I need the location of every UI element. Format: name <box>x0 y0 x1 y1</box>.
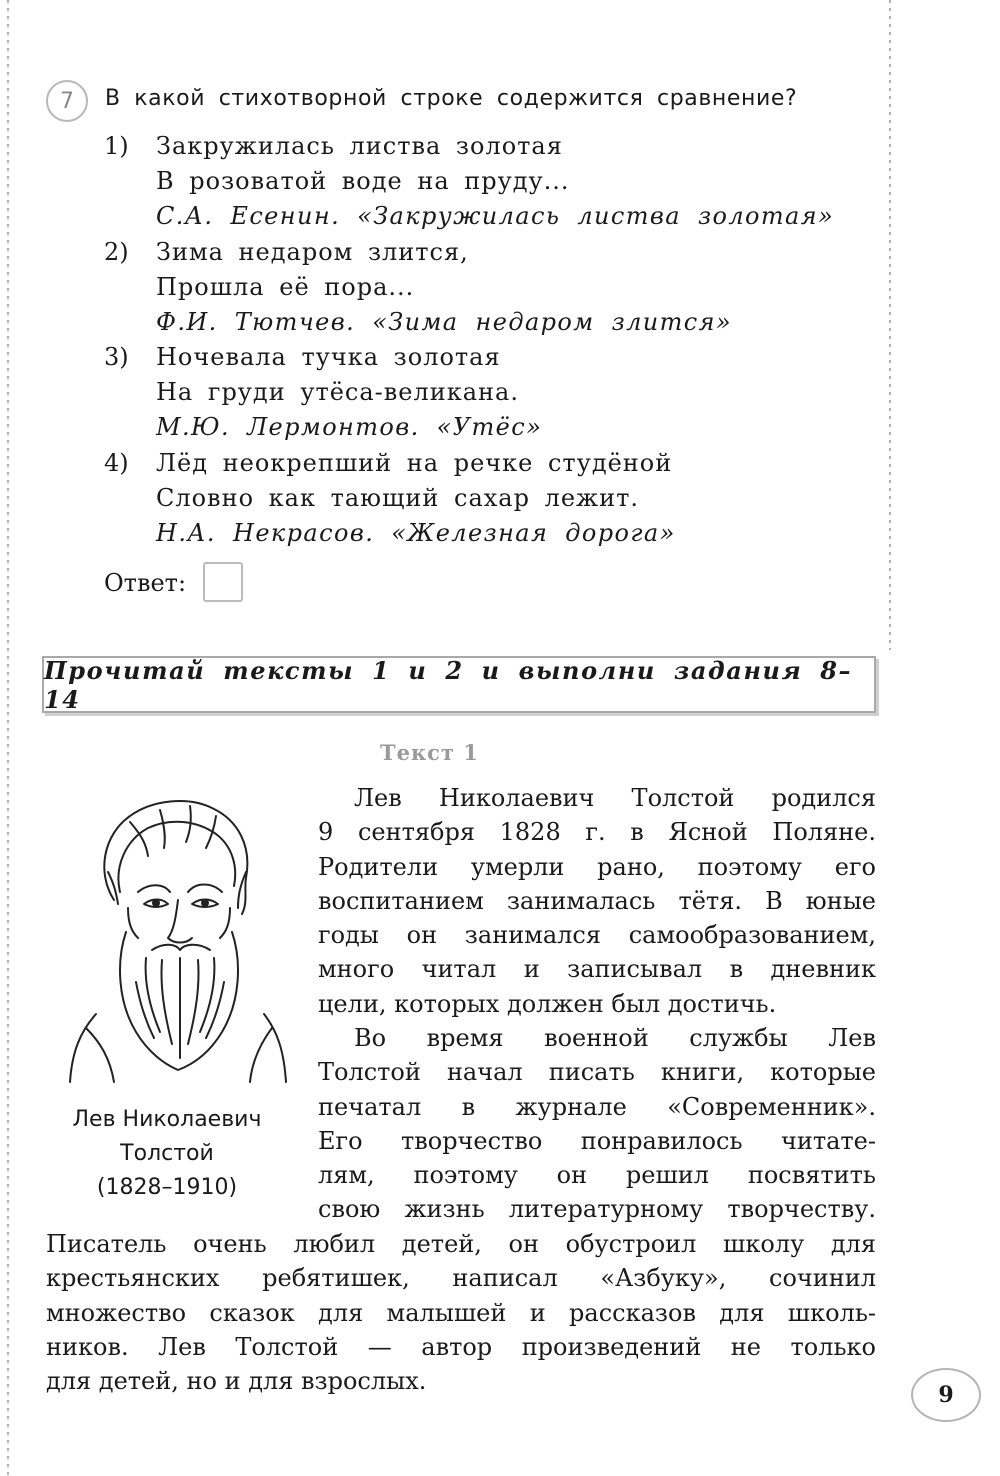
text-line: для детей, но и для взрослых. <box>46 1367 427 1396</box>
caption-line: Толстой <box>120 1141 214 1166</box>
text1-paragraph-2 <box>318 1021 876 1227</box>
text-line: лям, поэтому он решил посвятить <box>318 1161 876 1190</box>
option-author: М.Ю. Лермонтов. «Утёс» <box>156 413 543 441</box>
option-number: 2) <box>104 238 129 266</box>
text-line: Толстой начал писать книги, которые <box>318 1058 876 1087</box>
text-title: Текст 1 <box>380 740 479 765</box>
text-line: Писатель очень любил детей, он обустроил школу для <box>46 1230 876 1258</box>
instruction-banner: Прочитай тексты 1 и 2 и выполни задания 8–14 <box>42 656 876 713</box>
option-line: Прошла её пора... <box>156 273 415 301</box>
text-line: ников. Лев Толстой — автор произведений не только <box>46 1332 876 1361</box>
text-line: цели, которых должен был достичь. <box>318 989 777 1018</box>
portrait-caption <box>46 1103 288 1205</box>
option-author: Н.А. Некрасов. «Железная дорога» <box>156 519 676 547</box>
text-line: много читал и записывал в дневник <box>318 955 876 984</box>
answer-label: Ответ: <box>104 569 187 597</box>
tolstoy-portrait-illustration <box>56 782 296 1092</box>
cut-line-right <box>880 0 900 650</box>
text-line: Родители умерли рано, поэтому его <box>318 852 876 881</box>
page-number: 9 <box>911 1368 981 1422</box>
option-line: Ночевала тучка золотая <box>156 343 501 371</box>
option-line: Словно как тающий сахар лежит. <box>156 484 640 512</box>
text-line: свою жизнь литературному творчеству. <box>318 1195 876 1224</box>
cut-line-left <box>0 0 20 1476</box>
question-text: В какой стихотворной строке содержится сравнение? <box>105 86 798 111</box>
text-line: печатал в журнале «Современник». <box>318 1092 876 1121</box>
option-line: Лёд неокрепший на речке студёной <box>156 449 673 477</box>
option-number: 4) <box>104 449 129 477</box>
text-line: годы он занимался самообразованием, <box>318 921 876 950</box>
text-line: 9 сентября 1828 г. в Ясной Поляне. <box>318 818 876 847</box>
caption-line: (1828–1910) <box>96 1175 238 1200</box>
text-line: Во время военной службы Лев <box>354 1024 876 1052</box>
caption-line: Лев Николаевич <box>72 1107 262 1132</box>
option-line: Зима недаром злится, <box>156 238 469 266</box>
option-line: В розоватой воде на пруду... <box>156 167 570 195</box>
answer-input-box[interactable] <box>203 562 243 602</box>
text1-paragraph-2-continued <box>46 1227 876 1398</box>
text-line: множество сказок для малышей и рассказов для школь- <box>46 1298 876 1327</box>
option-line: Закружилась листва золотая <box>156 132 563 160</box>
option-line: На груди утёса-великана. <box>156 378 519 406</box>
question-number-badge: 7 <box>46 80 88 122</box>
text-line: крестьянских ребятишек, написал «Азбуку», сочинил <box>46 1264 876 1293</box>
option-author: С.А. Есенин. «Закружилась листва золотая» <box>156 202 835 230</box>
option-number: 1) <box>104 132 129 160</box>
text-line: Его творчество понравилось читате- <box>318 1126 876 1155</box>
option-number: 3) <box>104 343 129 371</box>
text-line: воспитанием занималась тётя. В юные <box>318 886 876 915</box>
option-author: Ф.И. Тютчев. «Зима недаром злится» <box>156 308 732 336</box>
text-line: Лев Николаевич Толстой родился <box>354 784 876 812</box>
text1-paragraph-1 <box>318 781 876 1021</box>
